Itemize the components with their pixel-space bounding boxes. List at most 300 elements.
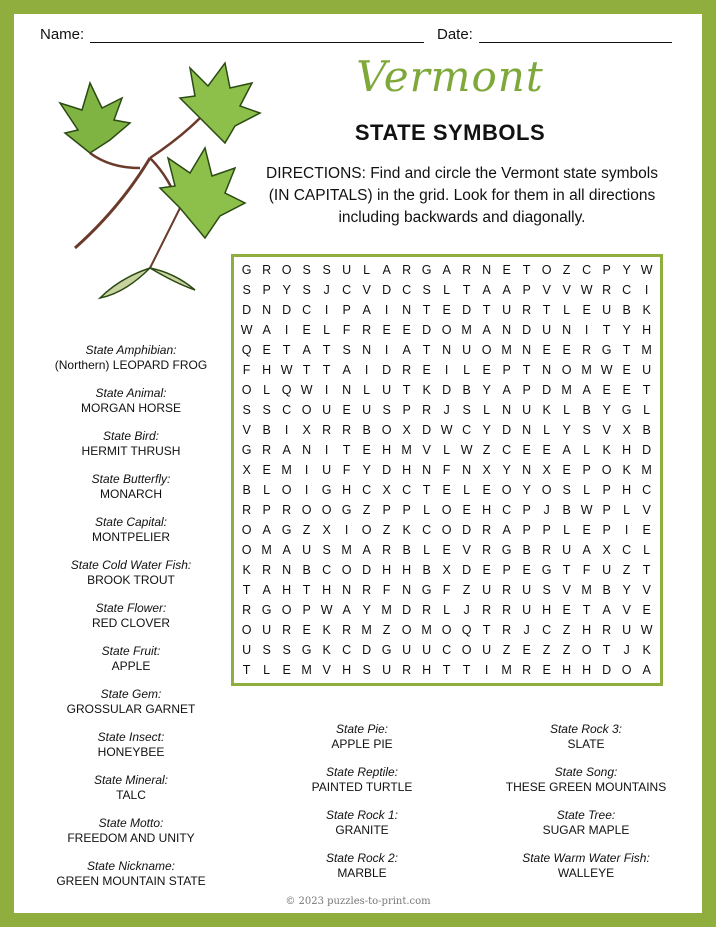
grid-letter[interactable]: G — [601, 342, 612, 357]
grid-letter[interactable]: F — [442, 582, 451, 597]
grid-letter[interactable]: E — [442, 482, 451, 497]
grid-letter[interactable]: K — [242, 562, 251, 577]
grid-letter[interactable]: N — [442, 342, 452, 357]
grid-letter[interactable]: O — [561, 362, 572, 377]
grid-letter[interactable]: L — [423, 502, 431, 517]
grid-letter[interactable]: X — [382, 482, 391, 497]
grid-letter[interactable]: R — [482, 602, 492, 617]
grid-letter[interactable]: L — [623, 502, 631, 517]
grid-letter[interactable]: R — [422, 602, 432, 617]
date-line[interactable] — [479, 42, 672, 43]
grid-letter[interactable]: Z — [502, 642, 511, 657]
name-line[interactable] — [90, 42, 424, 43]
grid-letter[interactable]: V — [642, 502, 651, 517]
grid-letter[interactable]: N — [482, 262, 492, 277]
grid-letter[interactable]: E — [522, 642, 531, 657]
grid-letter[interactable]: G — [281, 522, 292, 537]
grid-letter[interactable]: H — [562, 662, 572, 677]
grid-letter[interactable]: T — [422, 302, 431, 317]
grid-letter[interactable]: R — [282, 502, 292, 517]
grid-letter[interactable]: P — [602, 262, 611, 277]
grid-letter[interactable]: M — [281, 462, 292, 477]
grid-letter[interactable]: L — [443, 442, 451, 457]
grid-letter[interactable]: U — [522, 602, 532, 617]
grid-letter[interactable]: A — [262, 322, 271, 337]
grid-letter[interactable]: H — [382, 562, 392, 577]
grid-letter[interactable]: L — [543, 422, 551, 437]
grid-letter[interactable]: T — [422, 482, 431, 497]
grid-letter[interactable]: Z — [462, 582, 471, 597]
grid-letter[interactable]: D — [462, 302, 472, 317]
grid-letter[interactable]: R — [262, 562, 272, 577]
grid-letter[interactable]: A — [282, 542, 291, 557]
grid-letter[interactable]: W — [460, 442, 473, 457]
grid-letter[interactable]: D — [422, 422, 432, 437]
grid-letter[interactable]: S — [242, 282, 251, 297]
grid-letter[interactable]: I — [644, 282, 649, 297]
grid-letter[interactable]: E — [642, 602, 651, 617]
grid-letter[interactable]: E — [262, 462, 271, 477]
grid-letter[interactable]: S — [562, 482, 571, 497]
grid-letter[interactable]: N — [262, 302, 272, 317]
grid-letter[interactable]: W — [580, 502, 593, 517]
grid-letter[interactable]: N — [522, 422, 532, 437]
grid-letter[interactable]: D — [642, 442, 652, 457]
grid-letter[interactable]: I — [304, 462, 309, 477]
grid-letter[interactable]: N — [462, 462, 472, 477]
grid-letter[interactable]: E — [562, 462, 571, 477]
grid-letter[interactable]: H — [622, 482, 632, 497]
grid-letter[interactable]: O — [281, 482, 292, 497]
grid-letter[interactable]: C — [622, 542, 632, 557]
grid-letter[interactable]: S — [262, 402, 271, 417]
grid-letter[interactable]: B — [582, 402, 591, 417]
grid-letter[interactable]: U — [502, 302, 512, 317]
grid-letter[interactable]: S — [462, 402, 471, 417]
grid-letter[interactable]: O — [541, 482, 552, 497]
grid-letter[interactable]: W — [280, 362, 293, 377]
grid-letter[interactable]: I — [284, 422, 289, 437]
grid-letter[interactable]: H — [322, 582, 332, 597]
grid-letter[interactable]: G — [421, 582, 432, 597]
grid-letter[interactable]: P — [522, 502, 531, 517]
grid-letter[interactable]: A — [562, 442, 571, 457]
grid-letter[interactable]: H — [342, 482, 352, 497]
grid-letter[interactable]: R — [522, 302, 532, 317]
grid-letter[interactable]: Y — [602, 402, 611, 417]
grid-letter[interactable]: O — [441, 322, 452, 337]
grid-letter[interactable]: B — [602, 582, 611, 597]
grid-letter[interactable]: O — [241, 382, 252, 397]
grid-letter[interactable]: O — [441, 622, 452, 637]
grid-letter[interactable]: O — [361, 522, 372, 537]
grid-letter[interactable]: V — [362, 282, 371, 297]
grid-letter[interactable]: P — [502, 362, 511, 377]
grid-letter[interactable]: M — [261, 542, 272, 557]
grid-letter[interactable]: G — [541, 562, 552, 577]
grid-letter[interactable]: D — [542, 382, 552, 397]
grid-letter[interactable]: S — [422, 282, 431, 297]
grid-letter[interactable]: T — [642, 382, 651, 397]
grid-letter[interactable]: M — [301, 662, 312, 677]
grid-letter[interactable]: N — [542, 362, 552, 377]
grid-letter[interactable]: H — [622, 442, 632, 457]
grid-letter[interactable]: B — [622, 302, 631, 317]
grid-letter[interactable]: M — [501, 342, 512, 357]
grid-letter[interactable]: U — [362, 402, 372, 417]
grid-letter[interactable]: M — [561, 382, 572, 397]
grid-letter[interactable]: L — [363, 262, 371, 277]
grid-letter[interactable]: F — [582, 562, 591, 577]
grid-letter[interactable]: T — [482, 302, 491, 317]
grid-letter[interactable]: X — [322, 522, 331, 537]
grid-letter[interactable]: W — [300, 382, 313, 397]
grid-letter[interactable]: T — [602, 642, 611, 657]
grid-letter[interactable]: Y — [562, 422, 571, 437]
grid-letter[interactable]: K — [402, 522, 411, 537]
grid-letter[interactable]: G — [421, 262, 432, 277]
grid-letter[interactable]: A — [502, 522, 511, 537]
grid-letter[interactable]: R — [402, 662, 412, 677]
grid-letter[interactable]: L — [583, 442, 591, 457]
grid-letter[interactable]: S — [302, 282, 311, 297]
grid-letter[interactable]: K — [322, 642, 331, 657]
grid-letter[interactable]: D — [242, 302, 252, 317]
grid-letter[interactable]: I — [624, 522, 629, 537]
grid-letter[interactable]: D — [602, 662, 612, 677]
grid-letter[interactable]: N — [502, 322, 512, 337]
grid-letter[interactable]: L — [263, 662, 271, 677]
grid-letter[interactable]: X — [622, 422, 631, 437]
grid-letter[interactable]: R — [282, 622, 292, 637]
grid-letter[interactable]: E — [482, 482, 491, 497]
grid-letter[interactable]: X — [602, 542, 611, 557]
grid-letter[interactable]: X — [242, 462, 251, 477]
grid-letter[interactable]: B — [242, 482, 251, 497]
grid-letter[interactable]: R — [502, 622, 512, 637]
grid-letter[interactable]: U — [642, 362, 652, 377]
grid-letter[interactable]: A — [442, 262, 451, 277]
grid-letter[interactable]: F — [382, 582, 391, 597]
grid-letter[interactable]: S — [382, 402, 391, 417]
grid-letter[interactable]: Z — [542, 642, 551, 657]
grid-letter[interactable]: T — [522, 262, 531, 277]
grid-letter[interactable]: K — [642, 642, 651, 657]
grid-letter[interactable]: E — [422, 362, 431, 377]
grid-letter[interactable]: U — [322, 462, 332, 477]
grid-letter[interactable]: W — [440, 422, 453, 437]
grid-letter[interactable]: T — [562, 562, 571, 577]
grid-letter[interactable]: U — [402, 642, 412, 657]
grid-letter[interactable]: H — [402, 562, 412, 577]
grid-letter[interactable]: P — [302, 602, 311, 617]
grid-letter[interactable]: W — [240, 322, 253, 337]
grid-letter[interactable]: J — [623, 642, 630, 657]
grid-letter[interactable]: R — [482, 542, 492, 557]
grid-letter[interactable]: R — [502, 582, 512, 597]
grid-letter[interactable]: H — [582, 662, 592, 677]
grid-letter[interactable]: C — [642, 482, 652, 497]
grid-letter[interactable]: U — [382, 662, 392, 677]
grid-letter[interactable]: E — [442, 302, 451, 317]
grid-letter[interactable]: O — [321, 502, 332, 517]
grid-letter[interactable]: Z — [382, 522, 391, 537]
grid-letter[interactable]: B — [262, 422, 271, 437]
grid-letter[interactable]: A — [302, 342, 311, 357]
grid-letter[interactable]: I — [584, 322, 589, 337]
grid-letter[interactable]: R — [342, 622, 352, 637]
grid-letter[interactable]: A — [282, 442, 291, 457]
grid-letter[interactable]: A — [602, 602, 611, 617]
grid-letter[interactable]: E — [402, 322, 411, 337]
grid-letter[interactable]: E — [442, 542, 451, 557]
grid-letter[interactable]: L — [563, 302, 571, 317]
grid-letter[interactable]: R — [482, 522, 492, 537]
grid-letter[interactable]: C — [342, 642, 352, 657]
grid-letter[interactable]: O — [281, 262, 292, 277]
grid-letter[interactable]: I — [304, 482, 309, 497]
grid-letter[interactable]: N — [402, 582, 412, 597]
grid-letter[interactable]: R — [422, 402, 432, 417]
grid-letter[interactable]: G — [381, 642, 392, 657]
grid-letter[interactable]: K — [642, 302, 651, 317]
grid-letter[interactable]: O — [281, 602, 292, 617]
grid-letter[interactable]: L — [443, 602, 451, 617]
grid-letter[interactable]: A — [482, 282, 491, 297]
grid-letter[interactable]: E — [382, 322, 391, 337]
grid-letter[interactable]: K — [622, 462, 631, 477]
grid-letter[interactable]: Z — [302, 522, 311, 537]
grid-letter[interactable]: Y — [482, 422, 491, 437]
grid-letter[interactable]: W — [320, 602, 333, 617]
grid-letter[interactable]: L — [323, 322, 331, 337]
grid-letter[interactable]: T — [442, 662, 451, 677]
grid-letter[interactable]: E — [582, 302, 591, 317]
grid-letter[interactable]: V — [562, 582, 571, 597]
grid-letter[interactable]: B — [462, 382, 471, 397]
grid-letter[interactable]: N — [402, 302, 412, 317]
grid-letter[interactable]: L — [423, 542, 431, 557]
grid-letter[interactable]: C — [282, 402, 292, 417]
grid-letter[interactable]: N — [502, 402, 512, 417]
grid-letter[interactable]: A — [582, 382, 591, 397]
grid-letter[interactable]: U — [602, 562, 612, 577]
grid-letter[interactable]: I — [344, 522, 349, 537]
grid-letter[interactable]: Z — [482, 442, 491, 457]
grid-letter[interactable]: E — [282, 662, 291, 677]
grid-letter[interactable]: N — [522, 342, 532, 357]
grid-letter[interactable]: U — [462, 342, 472, 357]
grid-letter[interactable]: O — [301, 502, 312, 517]
grid-letter[interactable]: M — [581, 582, 592, 597]
grid-letter[interactable]: G — [501, 542, 512, 557]
grid-letter[interactable]: D — [382, 362, 392, 377]
grid-letter[interactable]: A — [362, 542, 371, 557]
grid-letter[interactable]: I — [284, 322, 289, 337]
grid-letter[interactable]: X — [542, 462, 551, 477]
grid-letter[interactable]: S — [582, 422, 591, 437]
grid-letter[interactable]: C — [302, 302, 312, 317]
grid-letter[interactable]: N — [562, 322, 572, 337]
grid-letter[interactable]: U — [302, 542, 312, 557]
grid-letter[interactable]: I — [324, 302, 329, 317]
grid-letter[interactable]: R — [362, 582, 372, 597]
grid-letter[interactable]: Q — [281, 382, 292, 397]
grid-letter[interactable]: R — [362, 322, 372, 337]
grid-letter[interactable]: A — [362, 302, 371, 317]
grid-letter[interactable]: I — [324, 382, 329, 397]
grid-letter[interactable]: V — [422, 442, 431, 457]
grid-letter[interactable]: Y — [362, 462, 371, 477]
grid-letter[interactable]: H — [422, 662, 432, 677]
word-search-grid[interactable] — [231, 254, 663, 686]
grid-letter[interactable]: L — [483, 402, 491, 417]
grid-letter[interactable]: A — [502, 382, 511, 397]
grid-letter[interactable]: M — [581, 362, 592, 377]
grid-letter[interactable]: V — [562, 282, 571, 297]
grid-letter[interactable]: Y — [282, 282, 291, 297]
grid-letter[interactable]: F — [442, 462, 451, 477]
grid-letter[interactable]: H — [282, 582, 292, 597]
grid-letter[interactable]: G — [261, 602, 272, 617]
grid-letter[interactable]: O — [581, 642, 592, 657]
grid-letter[interactable]: T — [462, 282, 471, 297]
grid-letter[interactable]: B — [522, 542, 531, 557]
grid-letter[interactable]: G — [241, 442, 252, 457]
grid-letter[interactable]: L — [563, 402, 571, 417]
grid-letter[interactable]: E — [362, 442, 371, 457]
grid-letter[interactable]: I — [364, 362, 369, 377]
grid-letter[interactable]: D — [502, 422, 512, 437]
grid-letter[interactable]: A — [342, 602, 351, 617]
grid-letter[interactable]: I — [484, 662, 489, 677]
grid-letter[interactable]: T — [462, 662, 471, 677]
grid-letter[interactable]: P — [402, 402, 411, 417]
grid-letter[interactable]: N — [282, 562, 292, 577]
grid-letter[interactable]: L — [263, 382, 271, 397]
grid-letter[interactable]: T — [542, 302, 551, 317]
grid-letter[interactable]: L — [463, 362, 471, 377]
grid-letter[interactable]: R — [402, 362, 412, 377]
grid-letter[interactable]: W — [600, 362, 613, 377]
grid-letter[interactable]: U — [342, 262, 352, 277]
grid-letter[interactable]: O — [301, 402, 312, 417]
grid-letter[interactable]: V — [642, 582, 651, 597]
grid-letter[interactable]: J — [323, 282, 330, 297]
grid-letter[interactable]: U — [622, 622, 632, 637]
grid-letter[interactable]: O — [341, 562, 352, 577]
grid-letter[interactable]: H — [542, 602, 552, 617]
grid-letter[interactable]: L — [643, 402, 651, 417]
grid-letter[interactable]: E — [342, 402, 351, 417]
grid-letter[interactable]: S — [362, 662, 371, 677]
grid-letter[interactable]: P — [602, 482, 611, 497]
grid-letter[interactable]: K — [322, 622, 331, 637]
grid-letter[interactable]: S — [322, 262, 331, 277]
grid-letter[interactable]: G — [621, 402, 632, 417]
grid-letter[interactable]: K — [602, 442, 611, 457]
grid-letter[interactable]: T — [622, 342, 631, 357]
grid-letter[interactable]: C — [442, 642, 452, 657]
grid-letter[interactable]: O — [461, 642, 472, 657]
grid-letter[interactable]: V — [622, 602, 631, 617]
grid-letter[interactable]: A — [582, 542, 591, 557]
grid-letter[interactable]: C — [502, 502, 512, 517]
grid-letter[interactable]: O — [481, 342, 492, 357]
grid-letter[interactable]: E — [542, 342, 551, 357]
grid-letter[interactable]: P — [262, 502, 271, 517]
grid-letter[interactable]: S — [542, 582, 551, 597]
grid-letter[interactable]: T — [422, 342, 431, 357]
grid-letter[interactable]: M — [641, 342, 652, 357]
grid-letter[interactable]: U — [482, 582, 492, 597]
grid-letter[interactable]: R — [582, 342, 592, 357]
grid-letter[interactable]: X — [442, 562, 451, 577]
grid-letter[interactable]: E — [262, 342, 271, 357]
grid-letter[interactable]: H — [482, 502, 492, 517]
grid-letter[interactable]: U — [382, 382, 392, 397]
grid-letter[interactable]: U — [482, 642, 492, 657]
grid-letter[interactable]: O — [241, 542, 252, 557]
grid-letter[interactable]: A — [642, 662, 651, 677]
grid-letter[interactable]: B — [402, 542, 411, 557]
grid-letter[interactable]: K — [542, 402, 551, 417]
grid-letter[interactable]: S — [302, 262, 311, 277]
grid-letter[interactable]: A — [382, 262, 391, 277]
grid-letter[interactable]: P — [582, 462, 591, 477]
grid-letter[interactable]: A — [262, 582, 271, 597]
grid-letter[interactable]: H — [642, 322, 652, 337]
grid-letter[interactable]: Q — [241, 342, 252, 357]
grid-letter[interactable]: H — [402, 462, 412, 477]
grid-letter[interactable]: Z — [622, 562, 631, 577]
grid-letter[interactable]: U — [322, 402, 332, 417]
grid-letter[interactable]: L — [463, 482, 471, 497]
grid-letter[interactable]: C — [362, 482, 372, 497]
grid-letter[interactable]: U — [602, 302, 612, 317]
grid-letter[interactable]: T — [342, 442, 351, 457]
grid-letter[interactable]: R — [262, 442, 272, 457]
grid-letter[interactable]: T — [482, 622, 491, 637]
grid-letter[interactable]: Y — [502, 462, 511, 477]
grid-letter[interactable]: O — [401, 622, 412, 637]
grid-letter[interactable]: I — [444, 362, 449, 377]
grid-letter[interactable]: D — [362, 642, 372, 657]
grid-letter[interactable]: D — [442, 382, 452, 397]
grid-letter[interactable]: J — [523, 622, 530, 637]
grid-letter[interactable]: P — [522, 522, 531, 537]
grid-letter[interactable]: Z — [362, 502, 371, 517]
grid-letter[interactable]: Z — [562, 642, 571, 657]
grid-letter[interactable]: E — [302, 622, 311, 637]
grid-letter[interactable]: E — [482, 562, 491, 577]
grid-letter[interactable]: J — [443, 402, 450, 417]
grid-letter[interactable]: T — [242, 662, 251, 677]
grid-letter[interactable]: O — [601, 462, 612, 477]
grid-letter[interactable]: K — [422, 382, 431, 397]
grid-letter[interactable]: H — [582, 622, 592, 637]
grid-letter[interactable]: R — [522, 662, 532, 677]
grid-letter[interactable]: N — [362, 342, 372, 357]
grid-letter[interactable]: D — [422, 322, 432, 337]
grid-letter[interactable]: T — [282, 342, 291, 357]
grid-letter[interactable]: T — [602, 322, 611, 337]
grid-letter[interactable]: R — [262, 262, 272, 277]
grid-letter[interactable]: J — [463, 602, 470, 617]
grid-letter[interactable]: A — [482, 322, 491, 337]
grid-letter[interactable]: N — [522, 462, 532, 477]
grid-letter[interactable]: W — [640, 262, 653, 277]
